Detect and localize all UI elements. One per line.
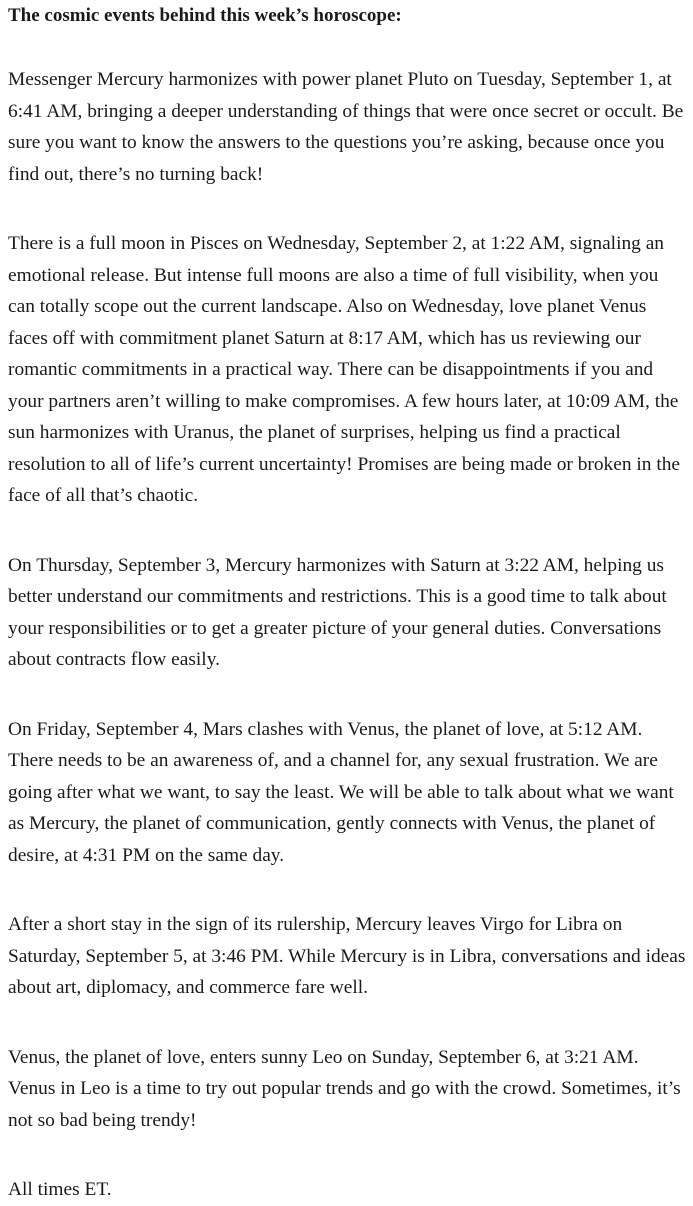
- paragraph-venus-leo: Venus, the planet of love, enters sunny Leo on Sunday, September 6, at 3:21 AM. Venus in Leo is a time to try out popular trends and go with the crowd. Sometimes, it’s not so bad being trendy!: [8, 1046, 681, 1131]
- paragraph-timezone-note: All times ET.: [8, 1179, 112, 1200]
- paragraph-mercury-saturn: On Thursday, September 3, Mercury harmonizes with Saturn at 3:22 AM, helping us better understand our commitments and restrictions. This is a good time to talk about your responsibilities or to get a greater picture of your general duties. Conversations about contracts flow easily.: [8, 554, 667, 670]
- article-heading: The cosmic events behind this week’s horoscope:: [8, 5, 402, 26]
- paragraph-mercury-pluto: Messenger Mercury harmonizes with power planet Pluto on Tuesday, September 1, at 6:41 AM, bringing a deeper understanding of things that were once secret or occult. Be sure you want to know the answers to the questions you’re asking, because once you find out, there’s no turning back!: [8, 69, 684, 185]
- paragraph-mercury-libra: After a short stay in the sign of its rulership, Mercury leaves Virgo for Libra on Saturday, September 5, at 3:46 PM. While Mercury is in Libra, conversations and ideas about art, diplomacy, and commerce fare well.: [8, 914, 686, 998]
- paragraph-full-moon: There is a full moon in Pisces on Wednesday, September 2, at 1:22 AM, signaling an emotional release. But intense full moons are also a time of full visibility, when you can totally scope out the current landscape. Also on Wednesday, love planet Venus faces off with commitment planet Saturn at 8:17 AM, which has us reviewing our romantic commitments in a practical way. There can be disappointments if you and your partners aren’t willing to make compromises. A few hours later, at 10:09 AM, the sun harmonizes with Uranus, the planet of surprises, helping us find a practical resolution to all of life’s current uncertainty! Promises are being made or broken in the face of all that’s chaotic.: [8, 233, 681, 506]
- paragraph-mars-venus: On Friday, September 4, Mars clashes with Venus, the planet of love, at 5:12 AM. There needs to be an awareness of, and a channel for, any sexual frustration. We are going after what we want, to say the least. We will be able to talk about what we want as Mercury, the planet of communication, gently connects with Venus, the planet of desire, at 4:31 PM on the same day.: [8, 718, 674, 866]
